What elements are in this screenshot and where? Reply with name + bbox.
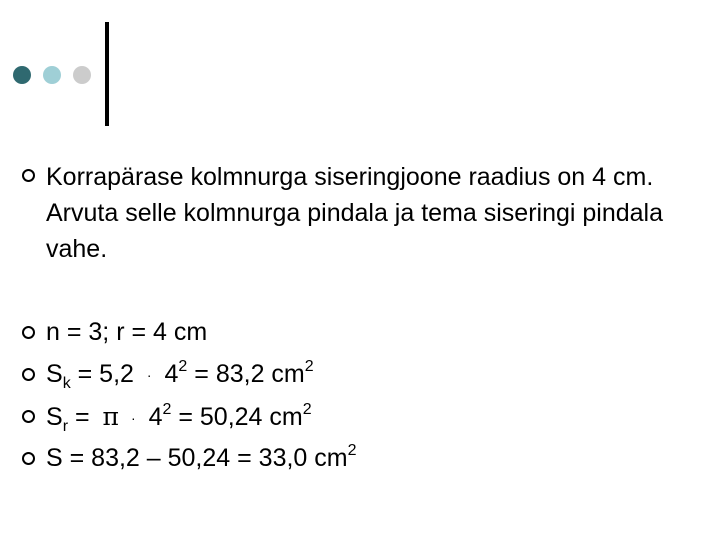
bullet-icon: [22, 169, 35, 182]
bullet-icon: [22, 368, 35, 381]
decorative-dot-3: [73, 66, 91, 84]
bullet-icon: [22, 410, 35, 423]
solution-line-4: S = 83,2 – 50,24 = 33,0 $cm^2$: [46, 442, 357, 472]
decorative-vertical-bar: [105, 22, 109, 126]
solution-line-3: $S_r = \pi \cdot 4^2 = 50,24$ $cm^2$: [46, 401, 312, 435]
bullet-icon: [22, 326, 35, 339]
decorative-dot-2: [43, 66, 61, 84]
decorative-dot-1: [13, 66, 31, 84]
solution-line-1: n = 3; r = 4 cm: [46, 318, 208, 346]
bullet-icon: [22, 452, 35, 465]
solution-line-2: $S_k = 5,2 \cdot 4^2 = 83,2$ $cm^2$: [46, 358, 314, 392]
problem-statement: Korrapärase kolmnurga siseringjoone raadius on 4 cm. Arvuta selle kolmnurga pindala ja tema siseringi pindala vahe.: [46, 163, 664, 263]
